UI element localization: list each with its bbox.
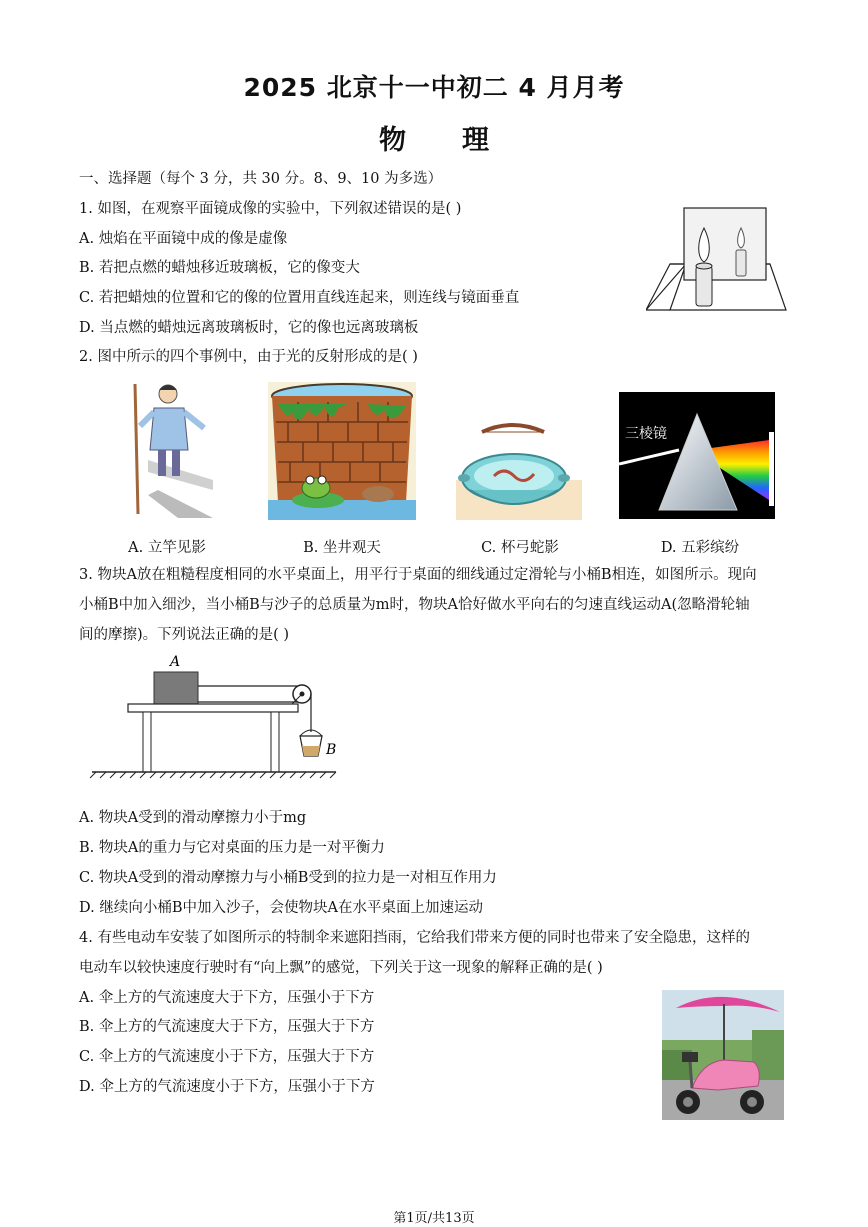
block-label: A	[170, 654, 181, 670]
q4-option-a: A. 伞上方的气流速度大于下方，压强小于下方	[79, 990, 375, 1006]
subject-title	[0, 118, 868, 157]
q2-stem: 2. 图中所示的四个事例中，由于光的反射形成的是( )	[79, 349, 418, 365]
q4-option-b: B. 伞上方的气流速度大于下方，压强大于下方	[79, 1019, 375, 1035]
pulley-table-figure	[86, 650, 346, 780]
q2-caption-b: B. 坐井观天	[303, 540, 381, 556]
prism-label: 三棱镜	[625, 426, 667, 442]
q2-caption-c: C. 杯弓蛇影	[481, 540, 559, 556]
bow-in-cup-image	[456, 420, 582, 520]
q3-option-b: B. 物块A的重力与它对桌面的压力是一对平衡力	[79, 840, 385, 856]
q3-stem-line-1: 3. 物块A放在粗糙程度相同的水平桌面上，用平行于桌面的细线通过定滑轮与小桶B相连，如图所示。现向	[79, 567, 757, 583]
section-heading: 一、选择题（每个 3 分，共 30 分。8、9、10 为多选）	[79, 171, 443, 187]
q2-caption-a: A. 立竿见影	[128, 540, 206, 556]
q1-option-d: D. 当点燃的蜡烛远离玻璃板时，它的像也远离玻璃板	[79, 320, 419, 336]
q4-stem-line-2: 电动车以较快速度行驶时有“向上飘”的感觉，下列关于这一现象的解释正确的是( )	[79, 960, 603, 976]
mirror-candle-figure	[646, 206, 792, 316]
q1-option-b: B. 若把点燃的蜡烛移近玻璃板，它的像变大	[79, 260, 360, 276]
exam-title: 2025 北京十一中初二 4 月月考	[243, 73, 625, 102]
q4-option-d: D. 伞上方的气流速度小于下方，压强小于下方	[79, 1079, 375, 1095]
page-number: 第1页/共13页	[393, 1211, 475, 1226]
q1-stem: 1. 如图，在观察平面镜成像的实验中，下列叙述错误的是( )	[79, 201, 462, 217]
umbrella-scooter-photo	[662, 990, 784, 1120]
q3-option-a: A. 物块A受到的滑动摩擦力小于mg	[79, 810, 307, 826]
q3-option-c: C. 物块A受到的滑动摩擦力与小桶B受到的拉力是一对相互作用力	[79, 870, 497, 886]
subject-char-1: 物	[379, 125, 406, 156]
q4-option-c: C. 伞上方的气流速度小于下方，压强大于下方	[79, 1049, 375, 1065]
frog-in-well-image	[268, 382, 416, 520]
bucket-label: B	[326, 742, 337, 758]
q1-option-c: C. 若把蜡烛的位置和它的像的位置用直线连起来，则连线与镜面垂直	[79, 290, 520, 306]
prism-spectrum-image	[619, 392, 775, 519]
subject-char-2: 理	[462, 125, 489, 156]
q4-stem-line-1: 4. 有些电动车安装了如图所示的特制伞来遮阳挡雨，它给我们带来方便的同时也带来了安全隐患，这样的	[79, 930, 750, 946]
q3-stem-line-3: 间的摩擦)。下列说法正确的是( )	[79, 627, 290, 643]
q3-option-d: D. 继续向小桶B中加入沙子，会使物块A在水平桌面上加速运动	[79, 900, 483, 916]
q2-caption-d: D. 五彩缤纷	[660, 540, 740, 556]
q1-option-a: A. 烛焰在平面镜中成的像是虚像	[79, 231, 288, 247]
q3-stem-line-2: 小桶B中加入细沙，当小桶B与沙子的总质量为m时，物块A恰好做水平向右的匀速直线运动A(忽略滑轮轴	[79, 597, 750, 613]
pole-shadow-image	[118, 380, 218, 518]
